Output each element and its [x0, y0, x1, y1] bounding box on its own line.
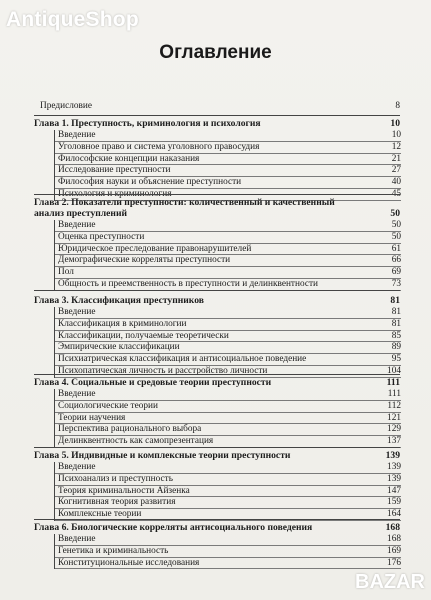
toc-item	[55, 342, 401, 354]
toc-item	[55, 331, 401, 343]
chapter-label: Глава 4. Социальные и средовые теории преступности	[34, 377, 272, 388]
toc-item-page: 169	[387, 545, 401, 556]
toc-item	[55, 220, 401, 232]
toc-item-label: Демографические корреляты преступности	[58, 255, 231, 266]
chapter-label: Глава 2. Показатели преступности: количественный и качественный	[34, 197, 335, 208]
toc-item-page: 12	[391, 141, 401, 152]
toc-item-label: Теория криминальности Айзенка	[58, 485, 190, 496]
toc-item	[55, 232, 401, 244]
toc-item-label: Комплексные теории	[58, 509, 142, 520]
toc-item	[55, 558, 401, 570]
toc-item-page: 40	[391, 177, 401, 188]
bazar-logo: BAZAR	[355, 571, 425, 593]
toc-item-label: Классификация в криминологии	[58, 318, 187, 329]
toc-item	[55, 267, 401, 279]
toc-item-page: 139	[387, 473, 401, 484]
toc-item	[55, 366, 401, 378]
toc-item-label: Когнитивная теория развития	[58, 497, 176, 508]
toc-item-label: Психопатическая личность и расстройство личности	[58, 365, 268, 376]
toc-item-label: Философские концепции наказания	[58, 153, 200, 164]
chapter-label: Глава 3. Классификация преступников	[34, 295, 204, 306]
toc-item	[55, 319, 401, 331]
toc-item-label: Уголовное право и система уголовного правосудия	[58, 141, 260, 152]
toc-item-page: 121	[387, 412, 401, 423]
toc-item-page: 81	[391, 318, 401, 329]
toc-item-label: Делинквентность как самопрезентация	[58, 436, 214, 447]
toc-item-page: 73	[391, 278, 401, 289]
toc-item	[55, 389, 401, 401]
toc-item-page: 137	[387, 436, 401, 447]
toc-item-page: 69	[391, 267, 401, 278]
preface-label: Предисловие	[40, 101, 92, 111]
toc-item-page: 89	[391, 342, 401, 353]
toc-item	[55, 165, 401, 177]
toc-item	[55, 244, 401, 256]
toc-chapter	[34, 447, 401, 520]
chapter-label: Глава 1. Преступность, криминология и психология	[34, 118, 261, 129]
toc-item	[55, 462, 401, 474]
toc-item-label: Философия науки и объяснение преступности	[58, 177, 242, 188]
chapter-page: 168	[385, 522, 400, 533]
chapter-label-continued: анализ преступлений	[34, 208, 128, 219]
toc-item-label: Психоанализ и преступность	[58, 473, 173, 484]
toc-item-page: 159	[387, 497, 401, 508]
toc-item-label: Пол	[58, 267, 74, 278]
toc-item	[55, 142, 401, 154]
toc-item	[55, 424, 401, 436]
toc-chapter	[34, 374, 401, 447]
page-title: Оглавление	[159, 42, 272, 63]
toc-item-label: Общность и преемственность в преступности и делинквентности	[58, 278, 319, 289]
toc-item-label: Теории научения	[58, 412, 126, 423]
toc-item	[55, 486, 401, 498]
toc-chapter	[34, 519, 401, 568]
chapter-label: Глава 6. Биологические корреляты антисоциального поведения	[34, 522, 313, 533]
toc-preface	[40, 100, 400, 112]
chapter-items	[54, 220, 401, 291]
chapter-items	[54, 130, 401, 201]
chapter-items	[54, 462, 401, 521]
toc-item-label: Введение	[58, 130, 96, 140]
toc-item-page: 50	[391, 220, 401, 230]
toc-item-page: 164	[387, 509, 401, 520]
toc-item-label: Введение	[58, 534, 96, 544]
toc-item-page: 95	[391, 354, 401, 365]
chapter-items	[54, 389, 401, 448]
toc-item-label: Введение	[58, 220, 96, 230]
toc-item-label: Перспектива рационального выбора	[58, 424, 202, 435]
toc-item-label: Введение	[58, 389, 96, 399]
toc-item-page: 45	[391, 188, 401, 199]
toc-item-page: 129	[387, 424, 401, 435]
toc-item-page: 111	[387, 389, 401, 399]
toc-item-label: Психология и криминология	[58, 188, 172, 199]
toc-item-label: Оценка преступности	[58, 231, 145, 242]
toc-item-page: 104	[387, 365, 401, 376]
toc-item	[55, 354, 401, 366]
toc-item	[55, 474, 401, 486]
toc-item-page: 168	[387, 534, 401, 544]
toc-item-page: 27	[391, 165, 401, 176]
chapter-page: 50	[390, 208, 400, 219]
chapter-label: Глава 5. Индивидные и комплексные теории преступности	[34, 450, 291, 461]
toc-item-label: Генетика и криминальность	[58, 545, 169, 556]
toc-item-page: 176	[387, 557, 401, 568]
toc-item	[55, 130, 401, 142]
toc-item-label: Социологические теории	[58, 400, 158, 411]
toc-item-label: Конституциональные исследования	[58, 557, 200, 568]
watermark-logo: AntiqueShop	[6, 8, 139, 31]
toc-item-page: 81	[391, 307, 401, 317]
chapter-items	[54, 307, 401, 378]
chapter-page: 81	[390, 295, 400, 306]
toc-item-page: 112	[387, 400, 401, 411]
toc-item-label: Введение	[58, 462, 96, 472]
toc-item-label: Классификации, получаемые теоретически	[58, 330, 229, 341]
toc-item-page: 61	[391, 243, 401, 254]
chapter-page: 111	[386, 377, 400, 388]
toc-item	[55, 255, 401, 267]
toc-item	[55, 177, 401, 189]
toc-item-page: 50	[391, 231, 401, 242]
toc-item	[55, 546, 401, 558]
toc-item-label: Психиатрическая классификация и антисоциальное поведение	[58, 354, 307, 365]
toc-chapter	[34, 194, 401, 289]
toc-item	[55, 401, 401, 413]
chapter-page: 139	[385, 450, 400, 461]
toc-item-label: Исследование преступности	[58, 165, 171, 176]
toc-item	[55, 413, 401, 425]
chapter-items	[54, 534, 401, 569]
toc-item	[55, 154, 401, 166]
preface-page: 8	[395, 101, 400, 111]
toc-item-page: 147	[387, 485, 401, 496]
toc-chapter	[34, 290, 401, 376]
toc-item-page: 66	[391, 255, 401, 266]
toc-item	[55, 279, 401, 291]
toc-item-page: 10	[391, 130, 401, 140]
toc-item-page: 85	[391, 330, 401, 341]
toc-item-label: Введение	[58, 307, 96, 317]
toc-item-label: Юридическое преследование правонарушителей	[58, 243, 252, 254]
toc-item-page: 21	[391, 153, 401, 164]
toc-item	[55, 497, 401, 509]
toc-item	[55, 307, 401, 319]
toc-item-label: Эмпирические классификации	[58, 342, 180, 353]
toc-item-page: 139	[387, 462, 401, 472]
chapter-page: 10	[390, 118, 400, 129]
toc-chapter	[34, 115, 401, 199]
toc-item	[55, 534, 401, 546]
